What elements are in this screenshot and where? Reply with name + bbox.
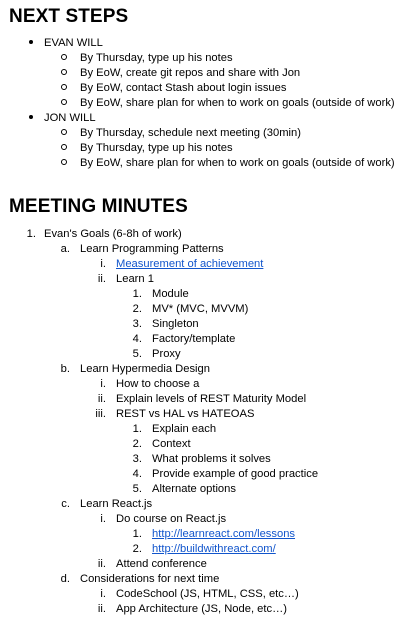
next-steps-heading: NEXT STEPS xyxy=(9,6,129,27)
item-text: Do course on React.js xyxy=(116,513,227,525)
list-item xyxy=(0,422,418,437)
bullet-icon xyxy=(26,36,36,51)
sub-item-text: Module xyxy=(152,288,189,300)
section-title: Learn Hypermedia Design xyxy=(80,363,210,375)
list-marker: a. xyxy=(60,243,70,255)
list-item xyxy=(0,66,418,81)
list-item xyxy=(0,317,418,332)
item-text: CodeSchool (JS, HTML, CSS, etc…) xyxy=(116,588,299,600)
circle-bullet-icon xyxy=(59,66,69,81)
list-marker: 5. xyxy=(132,348,142,360)
list-item xyxy=(0,141,418,156)
list-marker: 2. xyxy=(132,438,142,450)
list-item xyxy=(0,557,418,572)
action-item: By EoW, share plan for when to work on goals (outside of work) xyxy=(80,157,395,169)
action-item: By EoW, share plan for when to work on goals (outside of work) xyxy=(80,97,395,109)
sub-item-text: What problems it solves xyxy=(152,453,271,465)
section-title: Learn Programming Patterns xyxy=(80,243,224,255)
list-item xyxy=(0,467,418,482)
action-item: By EoW, contact Stash about login issues xyxy=(80,82,287,94)
list-marker: 1. xyxy=(132,423,142,435)
circle-bullet-icon xyxy=(59,141,69,156)
list-marker: i. xyxy=(100,258,106,270)
list-item xyxy=(0,407,418,422)
sub-item-text: Explain each xyxy=(152,423,217,435)
sub-item-text: Singleton xyxy=(152,318,199,330)
measurement-link[interactable]: Measurement of achievement xyxy=(116,258,264,270)
circle-bullet-icon xyxy=(59,96,69,111)
list-item xyxy=(0,482,418,497)
person-label: EVAN WILL xyxy=(44,37,103,49)
person-label: JON WILL xyxy=(44,112,96,124)
list-item xyxy=(0,227,418,242)
list-item xyxy=(0,572,418,587)
list-item xyxy=(0,602,418,617)
list-marker: b. xyxy=(60,363,70,375)
list-item xyxy=(0,111,418,126)
list-marker: 2. xyxy=(132,303,142,315)
list-item xyxy=(0,347,418,362)
list-marker: 1. xyxy=(26,228,36,240)
list-item xyxy=(0,242,418,257)
list-item xyxy=(0,587,418,602)
list-marker: 1. xyxy=(132,288,142,300)
list-item xyxy=(0,272,418,287)
list-marker: ii. xyxy=(97,393,106,405)
list-marker: i. xyxy=(100,378,106,390)
list-marker: ii. xyxy=(97,603,106,615)
list-marker: c. xyxy=(61,498,70,510)
buildwithreact-link[interactable]: http://buildwithreact.com/ xyxy=(152,543,276,555)
list-item xyxy=(0,377,418,392)
list-marker: iii. xyxy=(95,408,106,420)
list-item xyxy=(0,362,418,377)
list-marker: 1. xyxy=(132,528,142,540)
item-text: How to choose a xyxy=(116,378,200,390)
sub-item-text: MV* (MVC, MVVM) xyxy=(152,303,249,315)
list-item xyxy=(0,527,418,542)
item-text: App Architecture (JS, Node, etc…) xyxy=(116,603,287,615)
item-text: REST vs HAL vs HATEOAS xyxy=(116,408,255,420)
circle-bullet-icon xyxy=(59,81,69,96)
sub-item-text: Context xyxy=(152,438,191,450)
sub-item-text: Proxy xyxy=(152,348,181,360)
goal-title: Evan's Goals (6-8h of work) xyxy=(44,228,182,240)
list-item xyxy=(0,332,418,347)
list-item xyxy=(0,437,418,452)
item-text: Attend conference xyxy=(116,558,207,570)
sub-item-text: Factory/template xyxy=(152,333,236,345)
list-item xyxy=(0,126,418,141)
list-marker: 3. xyxy=(132,318,142,330)
list-item xyxy=(0,392,418,407)
sub-item-text: Provide example of good practice xyxy=(152,468,319,480)
meeting-minutes-heading: MEETING MINUTES xyxy=(9,196,188,217)
list-item xyxy=(0,512,418,527)
learnreact-link[interactable]: http://learnreact.com/lessons xyxy=(152,528,296,540)
list-marker: i. xyxy=(100,513,106,525)
list-item xyxy=(0,156,418,171)
section-title: Learn React.js xyxy=(80,498,153,510)
list-marker: d. xyxy=(60,573,70,585)
bullet-icon xyxy=(26,111,36,126)
list-item xyxy=(0,257,418,272)
list-marker: 3. xyxy=(132,453,142,465)
list-item xyxy=(0,36,418,51)
section-title: Considerations for next time xyxy=(80,573,220,585)
list-item xyxy=(0,96,418,111)
action-item: By EoW, create git repos and share with Jon xyxy=(80,67,301,79)
circle-bullet-icon xyxy=(59,51,69,66)
circle-bullet-icon xyxy=(59,156,69,171)
action-item: By Thursday, type up his notes xyxy=(80,142,233,154)
item-text: Explain levels of REST Maturity Model xyxy=(116,393,307,405)
list-item xyxy=(0,542,418,557)
list-item xyxy=(0,497,418,512)
item-text: Learn 1 xyxy=(116,273,154,285)
list-marker: i. xyxy=(100,588,106,600)
list-marker: ii. xyxy=(97,273,106,285)
list-item xyxy=(0,81,418,96)
action-item: By Thursday, schedule next meeting (30min) xyxy=(80,127,301,139)
list-item xyxy=(0,302,418,317)
list-marker: 4. xyxy=(132,333,142,345)
list-marker: 4. xyxy=(132,468,142,480)
list-marker: ii. xyxy=(97,558,106,570)
list-item xyxy=(0,452,418,467)
list-item xyxy=(0,51,418,66)
sub-item-text: Alternate options xyxy=(152,483,236,495)
action-item: By Thursday, type up his notes xyxy=(80,52,233,64)
list-item xyxy=(0,287,418,302)
list-marker: 5. xyxy=(132,483,142,495)
circle-bullet-icon xyxy=(59,126,69,141)
list-marker: 2. xyxy=(132,543,142,555)
